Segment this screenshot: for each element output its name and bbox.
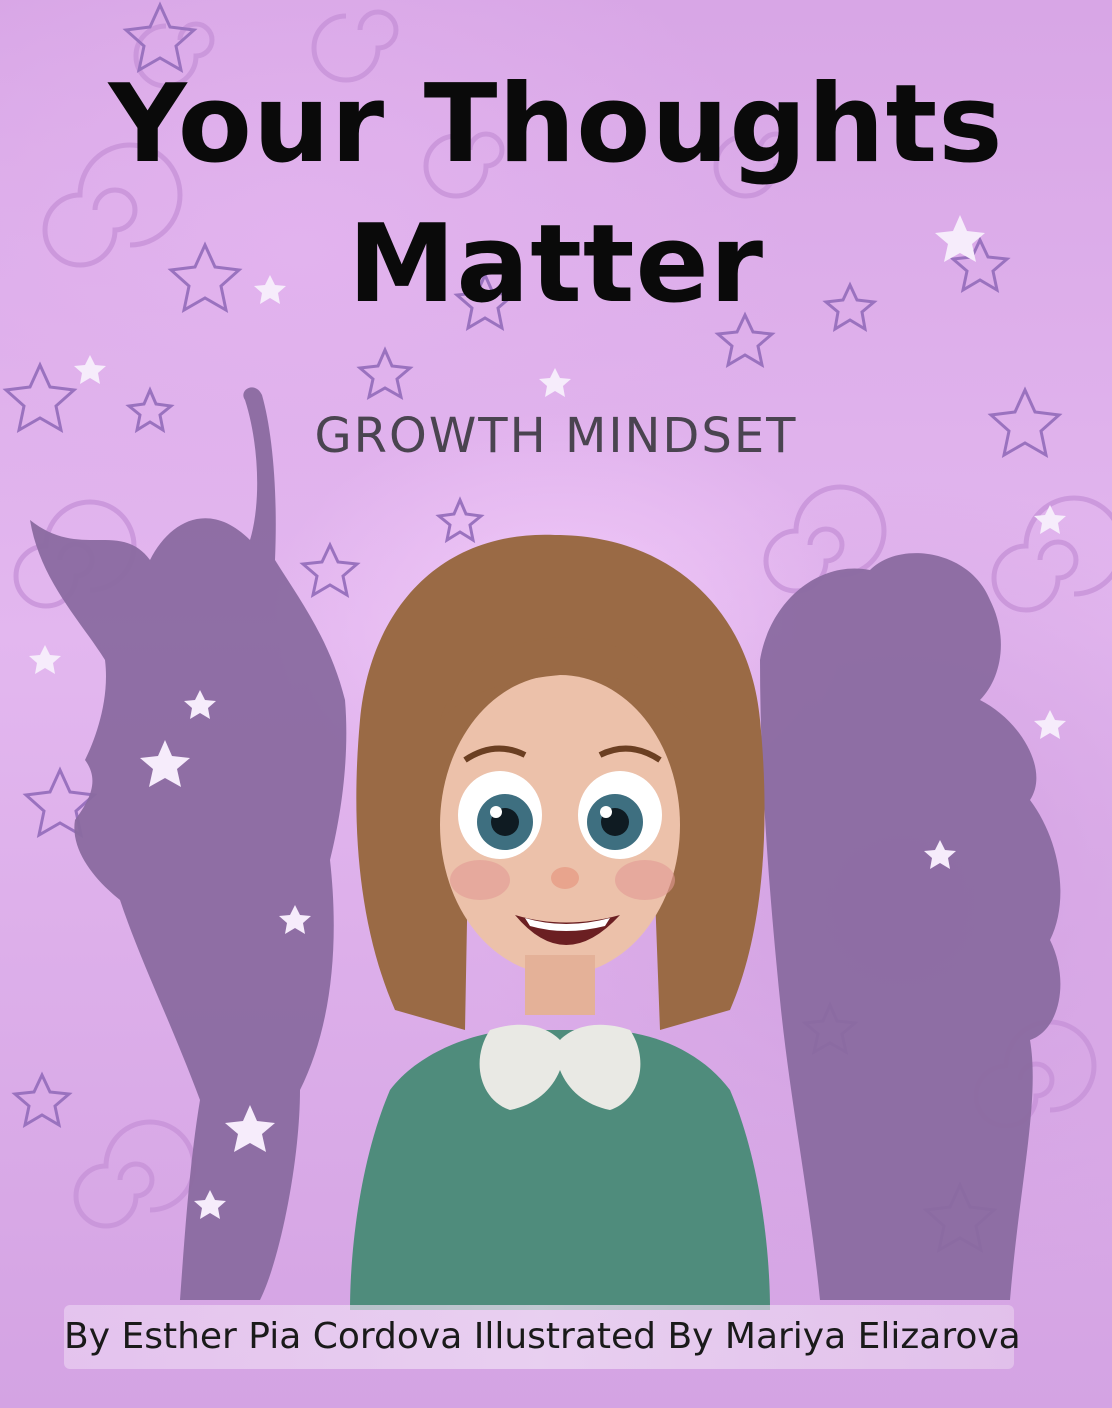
subtitle: GROWTH MINDSET	[314, 408, 798, 464]
title-line-2: Matter	[347, 202, 765, 327]
left-silhouette	[30, 387, 346, 1300]
right-silhouette	[760, 553, 1060, 1300]
author-byline: By Esther Pia Cordova Illustrated By Mariya Elizarova	[64, 1316, 1021, 1357]
title-line-1: Your Thoughts	[108, 62, 1004, 187]
girl-shirt	[350, 1030, 770, 1310]
